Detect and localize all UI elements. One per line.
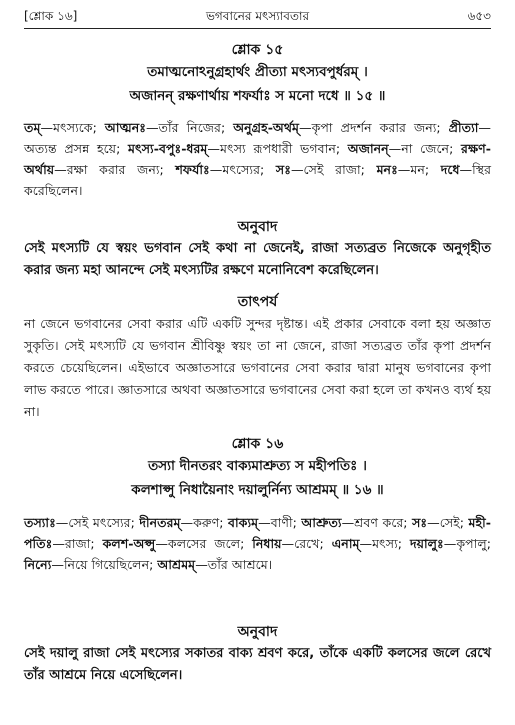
header-rule [24,28,491,29]
gloss-meaning: মৎস্য; [372,536,410,551]
verse-15-translation-heading: অনুবাদ [237,219,278,235]
verse-15-word-gloss: তম্—মৎস্যকে; আত্মনঃ—তাঁর নিজের; অনুগ্রহ-অর্থম্—কৃপা প্রদর্শন করার জন্য; প্রীত্যা—অত্যন্ত প্রসন্ন হয়ে; মৎস্য-বপুঃ-ধরম্—মৎস্য রূপধারী ভগবান; অজানন্—না জেনে; রক্ষণ-অর্থায়—রক্ষা করার জন্য; শফর্যাঃ—মৎস্যের; সঃ—সেই রাজা; মনঃ—মন; দধে—স্থির করেছিলেন। [24,120,492,198]
gloss-word: মনঃ [376,162,398,177]
gloss-meaning: তাঁর আশ্রমে। [207,557,273,572]
gloss-word: তস্যাঃ [24,515,56,530]
gloss-meaning: স্থির করেছিলেন। [24,162,492,198]
verse-15-purport-heading: তাৎপর্য [237,294,278,310]
gloss-word: নিন্যে [24,557,52,572]
gloss-word: রক্ষণ-অর্থায় [24,141,491,177]
gloss-meaning: রক্ষা করার জন্য; [66,162,176,177]
verse-16-text [24,454,491,502]
gloss-word: তম্ [24,120,41,135]
verse-16-line-2: কলশাপ্সু নিধায়ৈনাং দয়ালুর্নিন্য আশ্রমম্‌ ॥ ১৬ ॥ [131,482,384,498]
header-page-number: ৬৫৩ [467,9,491,23]
gloss-word: দীনতরম্ [139,515,181,530]
gloss-word: আশ্রমম্ [157,557,196,572]
verse-16-translation-heading: অনুবাদ [237,624,278,640]
gloss-meaning: মৎস্যের; [222,162,276,177]
gloss-meaning: না জেনে; [401,141,462,156]
gloss-meaning: কলসের জলে; [167,536,253,551]
gloss-word: প্রীত্যা [448,120,479,135]
gloss-meaning: রেখে; [294,536,332,551]
gloss-word: এনাম্ [331,536,360,551]
header-verse-ref: [শ্লোক ১৬] [24,9,78,23]
verse-15-text [24,60,491,108]
gloss-meaning: মৎস্যকে; [53,120,105,135]
gloss-meaning: করুণ; [193,515,229,530]
gloss-meaning: মৎস্য রূপধারী ভগবান; [220,141,348,156]
gloss-word: আত্মনঃ [104,120,146,135]
gloss-word: কলশ-অপ্সু [102,536,156,551]
gloss-word: নিধায় [252,536,282,551]
gloss-word: দয়ালুঃ [409,536,444,551]
verse-16-line-1: তস্যা দীনতরং বাক্যমাশ্রুত্য স মহীপতিঃ । [148,458,367,474]
gloss-meaning: শ্রবণ করে; [354,515,413,530]
verse-16-title: শ্লোক ১৬ [231,436,284,452]
gloss-meaning: কৃপালু; [456,536,491,551]
gloss-word: বাক্যম্ [228,515,259,530]
gloss-word: সঃ [275,162,291,177]
header-chapter-title: ভগবানের মৎস্যাবতার [205,9,310,23]
running-header [24,4,491,26]
gloss-word: মহী-পতিঃ [24,515,491,551]
gloss-meaning: বাণী; [270,515,302,530]
gloss-meaning: অত্যন্ত প্রসন্ন হয়ে; [24,141,129,156]
verse-15-purport: না জেনে ভগবানের সেবা করার এটি একটি সুন্দর দৃষ্টান্ত। এই প্রকার সেবাকে বলা হয় অজ্ঞাত সুকৃতি। সেই মৎস্যটি যে ভগবান শ্রীবিষ্ণু স্বয়ং তা না জেনে, রাজা সত্যব্রত তাঁর কৃপা প্রদর্শন করতে চেয়েছিলেন। এইভাবে অজ্ঞাতসারে ভগবানের সেবা করার দ্বারা মানুষ ভগবানের কৃপা লাভ করতে পারে। জ্ঞাতসারে অথবা অজ্ঞাতসারে ভগবানের সেবা করা হলে তা কখনও ব্যর্থ হয় না। [24,316,491,419]
verse-15-translation: সেই মৎস্যটি যে স্বয়ং ভগবান সেই কথা না জেনেই, রাজা সত্যব্রত নিজেকে অনুগৃহীত করার জন্য মহা আনন্দে সেই মৎস্যটির রক্ষণে মনোনিবেশ করেছিলেন। [24,241,491,278]
gloss-word: শফর্যাঃ [175,162,210,177]
verse-15-line-2: অজানন্‌ রক্ষণার্থায় শফর্যাঃ স মনো দধে ॥ ১৫ ॥ [129,88,386,104]
gloss-word: আশ্রুত্য [301,515,342,530]
verse-15-title: শ্লোক ১৫ [231,42,284,58]
verse-15-line-1: তমাত্মনোঽনুগ্রহার্থং প্রীত্যা মৎস্যবপুর্ধরম্‌ । [147,64,368,80]
gloss-word: সঃ [412,515,428,530]
gloss-meaning: মন; [410,162,441,177]
gloss-meaning: সেই; [439,515,469,530]
gloss-meaning: তাঁর নিজের; [158,120,234,135]
gloss-word: অনুগ্রহ-অর্থম্ [233,120,299,135]
gloss-word: অজানন্ [347,141,389,156]
gloss-word: দধে [440,162,460,177]
gloss-meaning: সেই মৎস্যের; [68,515,140,530]
gloss-word: মৎস্য-বপুঃ-ধরম্ [128,141,208,156]
gloss-meaning: রাজা; [64,536,103,551]
verse-16-word-gloss: তস্যাঃ—সেই মৎস্যের; দীনতরম্—করুণ; বাক্যম্—বাণী; আশ্রুত্য—শ্রবণ করে; সঃ—সেই; মহী-পতিঃ—রাজা; কলশ-অপ্সু—কলসের জলে; নিধায়—রেখে; এনাম্—মৎস্য; দয়ালুঃ—কৃপালু; নিন্যে—নিয়ে গিয়েছিলেন; আশ্রমম্—তাঁর আশ্রমে। [24,515,491,572]
gloss-meaning: নিয়ে গিয়েছিলেন; [63,557,158,572]
gloss-meaning: সেই রাজা; [303,162,377,177]
gloss-meaning: কৃপা প্রদর্শন করার জন্য; [311,120,449,135]
verse-16-translation: সেই দয়ালু রাজা সেই মৎস্যের সকাতর বাক্য শ্রবণ করে, তাঁকে একটি কলসের জলে রেখে তাঁর আশ্রমে নিয়ে এসেছিলেন। [24,646,491,683]
